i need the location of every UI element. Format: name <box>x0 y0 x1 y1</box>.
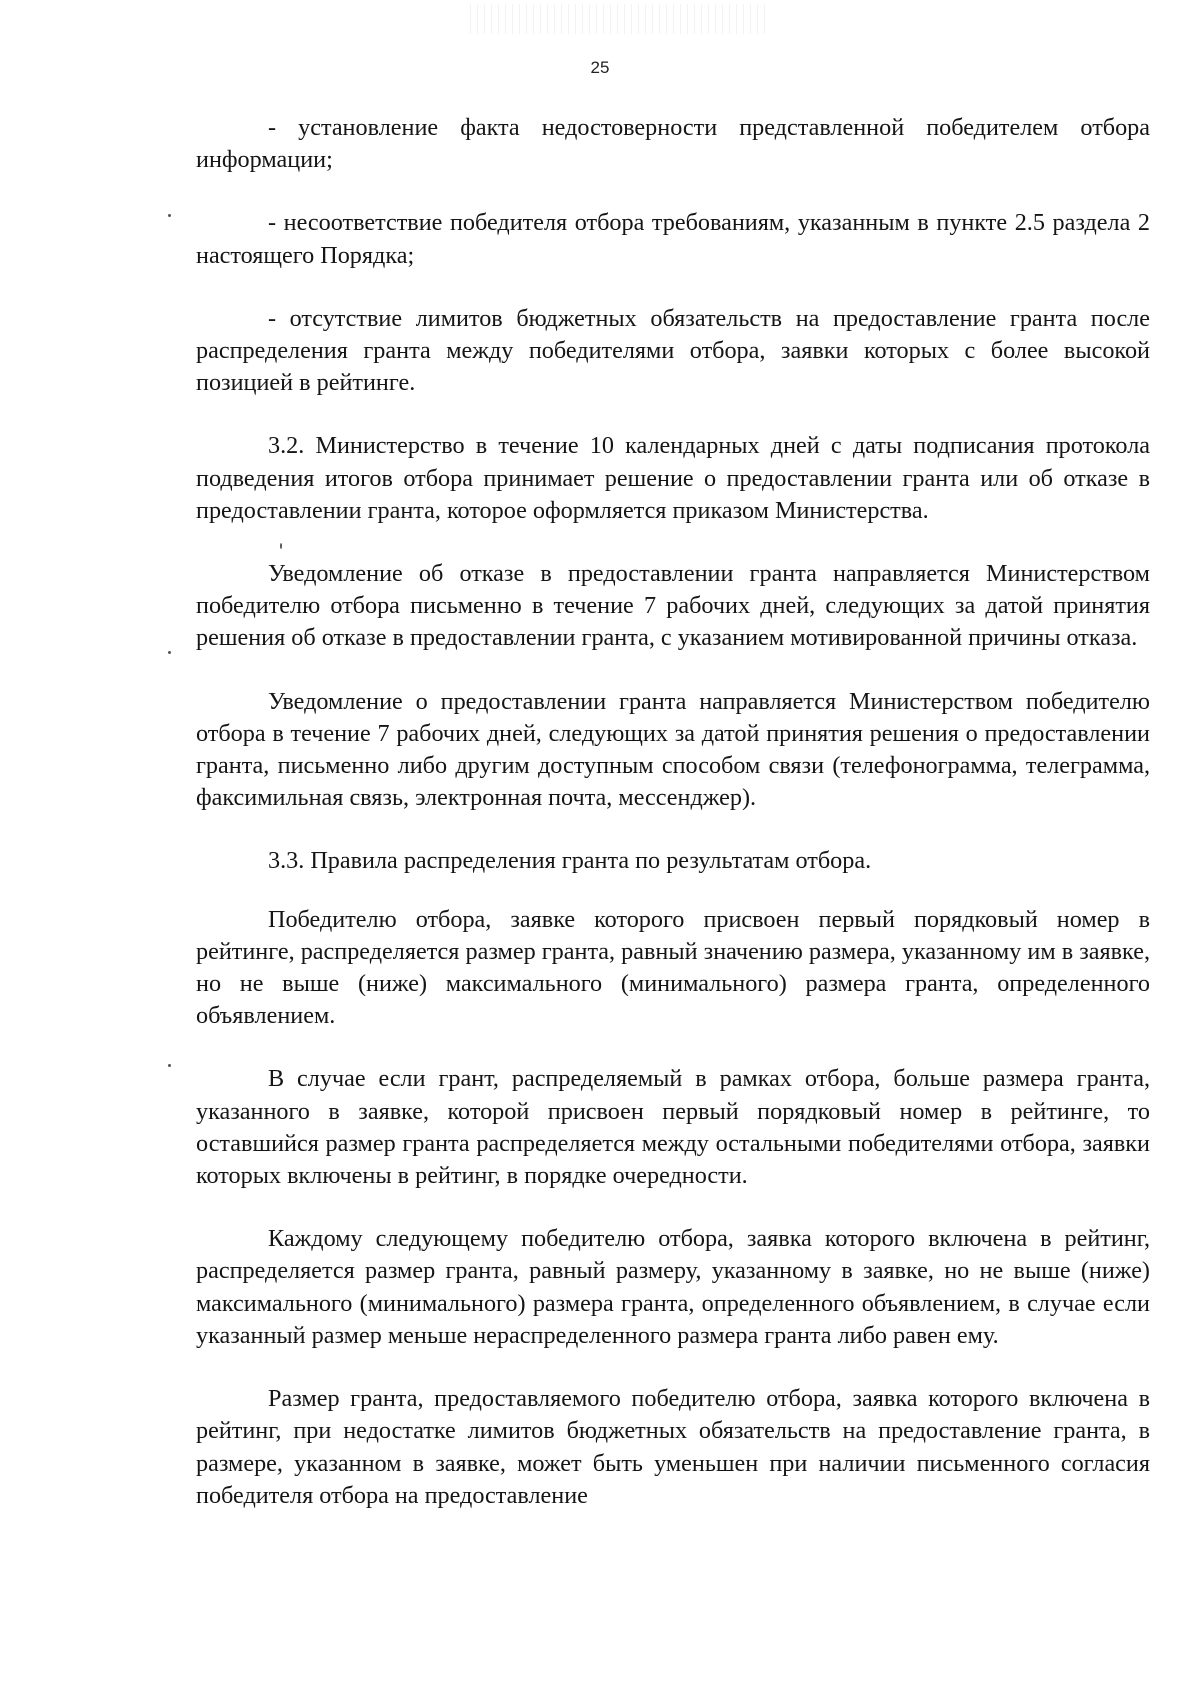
paragraph-grant-reduction: Размер гранта, предоставляемого победителю отбора, заявка которого включена в рейтинг, при недостатке лимитов бюджетных обязательств на предоставление гранта, в размере, указанном в заявке, может быть уменьшен при наличии письменного согласия победителя отбора на предоставление <box>196 1385 1150 1509</box>
paragraph-section-3-3-heading: 3.3. Правила распределения гранта по результатам отбора. <box>268 847 872 875</box>
paragraph-list-item-1: - установление факта недостоверности представленной победителем отбора информации; <box>196 114 1150 174</box>
document-body <box>196 112 1150 1543</box>
paragraph-list-item-2: - несоответствие победителя отбора требованиям, указанным в пункте 2.5 раздела 2 настоящего Порядка; <box>196 209 1150 269</box>
paragraph-section-3-2: 3.2. Министерство в течение 10 календарных дней с даты подписания протокола подведения итогов отбора принимает решение о предоставлении гранта или об отказе в предоставлении гранта, которое оформляется приказом Министерства. <box>196 432 1150 524</box>
paragraph-grant-notice: Уведомление о предоставлении гранта направляется Министерством победителю отбора в течение 7 рабочих дней, следующих за датой принятия решения о предоставлении гранта, письменно либо другим доступным способом связи (телефонограмма, телеграмма, факсимильная связь, электронная почта, мессенджер). <box>196 687 1150 812</box>
scan-speck <box>168 651 171 654</box>
scan-speck <box>168 1064 171 1067</box>
scan-speck <box>280 543 282 549</box>
paragraph-first-winner: Победителю отбора, заявке которого присвоен первый порядковый номер в рейтинге, распределяется размер гранта, равный значению размера, указанному им в заявке, но не выше (ниже) максимального (минимального) размера гранта, определенного объявлением. <box>196 905 1150 1030</box>
scan-speck <box>168 214 171 217</box>
paragraph-list-item-3: - отсутствие лимитов бюджетных обязательств на предоставление гранта после распределения гранта между победителями отбора, заявки которых с более высокой позицией в рейтинге. <box>196 304 1150 397</box>
paragraph-next-winner: Каждому следующему победителю отбора, заявка которого включена в рейтинг, распределяется размер гранта, равный размеру, указанному в заявке, но не выше (ниже) максимального (минимального) размера гранта, определенного объявлением, в случае если указанный размер меньше нераспределенного размера гранта либо равен ему. <box>196 1225 1150 1349</box>
page-number: 25 <box>590 58 610 77</box>
paragraph-remaining-grant: В случае если грант, распределяемый в рамках отбора, больше размера гранта, указанного в заявке, которой присвоен первый порядковый номер в рейтинге, то оставшийся размер гранта распределяется между остальными победителями отбора, заявки которых включены в рейтинг, в порядке очередности. <box>196 1065 1150 1190</box>
scan-artifact <box>470 4 770 34</box>
paragraph-refusal-notice: Уведомление об отказе в предоставлении гранта направляется Министерством победителю отбора письменно в течение 7 рабочих дней, следующих за датой принятия решения об отказе в предоставлении гранта, с указанием мотивированной причины отказа. <box>196 560 1150 652</box>
